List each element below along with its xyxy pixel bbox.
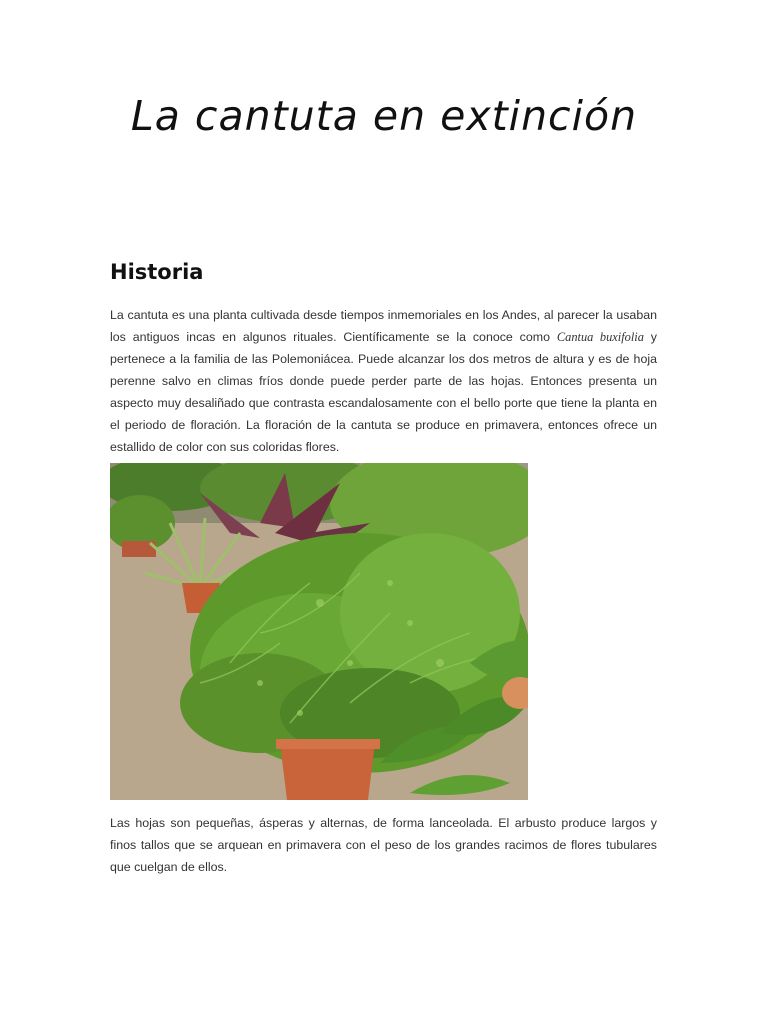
- plant-photo-illustration: [110, 463, 528, 800]
- history-paragraph: [110, 304, 657, 458]
- cantuta-plant-photo: [110, 463, 528, 800]
- paragraph-text-after: y pertenece a la familia de las Polemoniácea. Puede alcanzar los dos metros de altura y es de hoja perenne salvo en climas fríos donde puede perder parte de las hojas. Entonces presenta un aspecto muy desaliñado que contrasta escandalosamente con el bello porte que tiene la planta en el periodo de floración. La floración de la cantuta se produce en primavera, entonces ofrece un estallido de color con sus coloridas flores.: [110, 330, 658, 454]
- document-title: La cantuta en extinción: [130, 92, 638, 140]
- scientific-name: Cantua buxifolia: [556, 330, 644, 344]
- section-heading-historia: Historia: [110, 260, 204, 284]
- paragraph-text-before: La cantuta es una planta cultivada desde tiempos inmemoriales en los Andes, al parecer la usaban los antiguos incas en algunos rituales. Científicamente se la conoce como: [110, 308, 657, 344]
- leaves-paragraph: Las hojas son pequeñas, ásperas y alternas, de forma lanceolada. El arbusto produce largos y finos tallos que se arquean en primavera con el peso de los grandes racimos de flores tubulares que cuelgan de ellos.: [110, 816, 657, 874]
